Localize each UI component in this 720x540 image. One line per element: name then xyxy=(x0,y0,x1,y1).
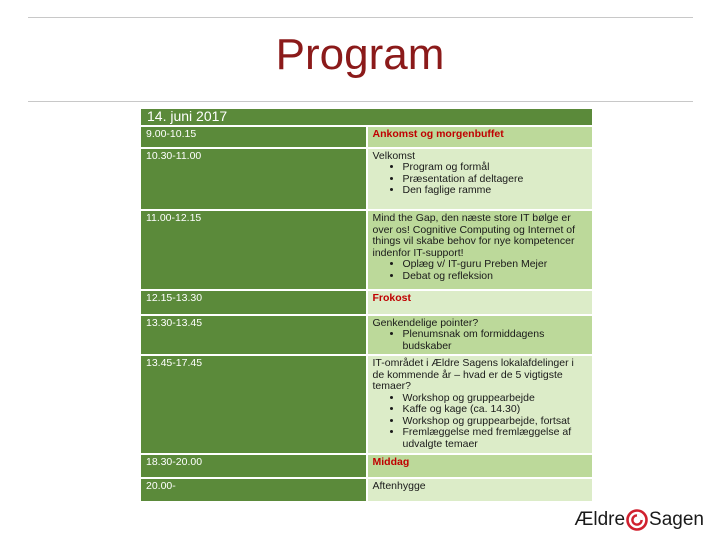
schedule-heading: Ankomst og morgenbuffet xyxy=(372,127,504,140)
schedule-row xyxy=(140,315,593,356)
schedule-bullet: • Workshop og gruppearbejde xyxy=(403,393,588,405)
schedule-time: 11.00-12.15 xyxy=(140,210,367,290)
schedule-time: 13.30-13.45 xyxy=(140,315,367,356)
schedule-bullet: • Fremlæggelse med fremlæggelse af udvalgte temaer xyxy=(403,427,588,450)
schedule-body xyxy=(140,126,593,502)
schedule-bullet: • Plenumsnak om formiddagens budskaber xyxy=(403,329,588,352)
slide-title: Program xyxy=(275,30,445,79)
schedule-heading: Mind the Gap, den næste store IT bølge er over os! Cognitive Computing og Internet of things vil skabe behov for nye kompetencer indenfor IT-support! xyxy=(372,212,576,259)
schedule-row xyxy=(140,210,593,290)
schedule-bullet-list xyxy=(373,259,588,282)
schedule-description xyxy=(367,290,594,314)
schedule-bullet: • Program og formål xyxy=(403,162,588,174)
schedule-time: 13.45-17.45 xyxy=(140,355,367,454)
aeldre-sagen-logo xyxy=(574,505,704,535)
schedule-bullet: • Workshop og gruppearbejde, fortsat xyxy=(403,416,588,428)
schedule-bullet: • Kaffe og kage (ca. 14.30) xyxy=(403,404,588,416)
schedule-bullet: • Oplæg v/ IT-guru Preben Mejer xyxy=(403,259,588,271)
schedule-table xyxy=(139,107,594,503)
logo-text-left: Ældre xyxy=(574,509,626,530)
schedule-time: 18.30-20.00 xyxy=(140,454,367,478)
schedule-description xyxy=(367,315,594,356)
logo-swirl-icon xyxy=(626,509,648,531)
schedule-bullet-list xyxy=(373,393,588,451)
schedule-row xyxy=(140,355,593,454)
schedule-time: 9.00-10.15 xyxy=(140,126,367,148)
schedule-heading: Velkomst xyxy=(372,149,416,162)
schedule-description xyxy=(367,478,594,502)
schedule-row xyxy=(140,454,593,478)
schedule-description xyxy=(367,148,594,210)
schedule-description xyxy=(367,454,594,478)
schedule-heading: Aftenhygge xyxy=(372,479,426,492)
schedule-bullet: • Den faglige ramme xyxy=(403,185,588,197)
schedule-description xyxy=(367,126,594,148)
title-divider xyxy=(28,101,693,102)
schedule-time: 20.00- xyxy=(140,478,367,502)
schedule-bullet-list xyxy=(373,329,588,352)
schedule-time: 10.30-11.00 xyxy=(140,148,367,210)
schedule-bullet-list xyxy=(373,162,588,197)
schedule-time: 12.15-13.30 xyxy=(140,290,367,314)
top-divider xyxy=(28,17,693,18)
schedule-date: 14. juni 2017 xyxy=(140,108,593,126)
schedule-heading: Frokost xyxy=(372,292,412,305)
schedule-description xyxy=(367,355,594,454)
schedule-row xyxy=(140,148,593,210)
schedule-row xyxy=(140,478,593,502)
schedule-row xyxy=(140,126,593,148)
schedule-heading: Genkendelige pointer? xyxy=(372,316,479,329)
logo-text-right: Sagen xyxy=(649,509,704,530)
schedule-description xyxy=(367,210,594,290)
schedule-heading: IT-området i Ældre Sagens lokalafdelinger i de kommende år – hvad er de 5 vigtigste temaer? xyxy=(372,357,574,393)
schedule-row xyxy=(140,290,593,314)
schedule-bullet: • Præsentation af deltagere xyxy=(403,174,588,186)
schedule-bullet: • Debat og refleksion xyxy=(403,271,588,283)
schedule-header-row xyxy=(140,108,593,126)
schedule-heading: Middag xyxy=(372,455,410,468)
